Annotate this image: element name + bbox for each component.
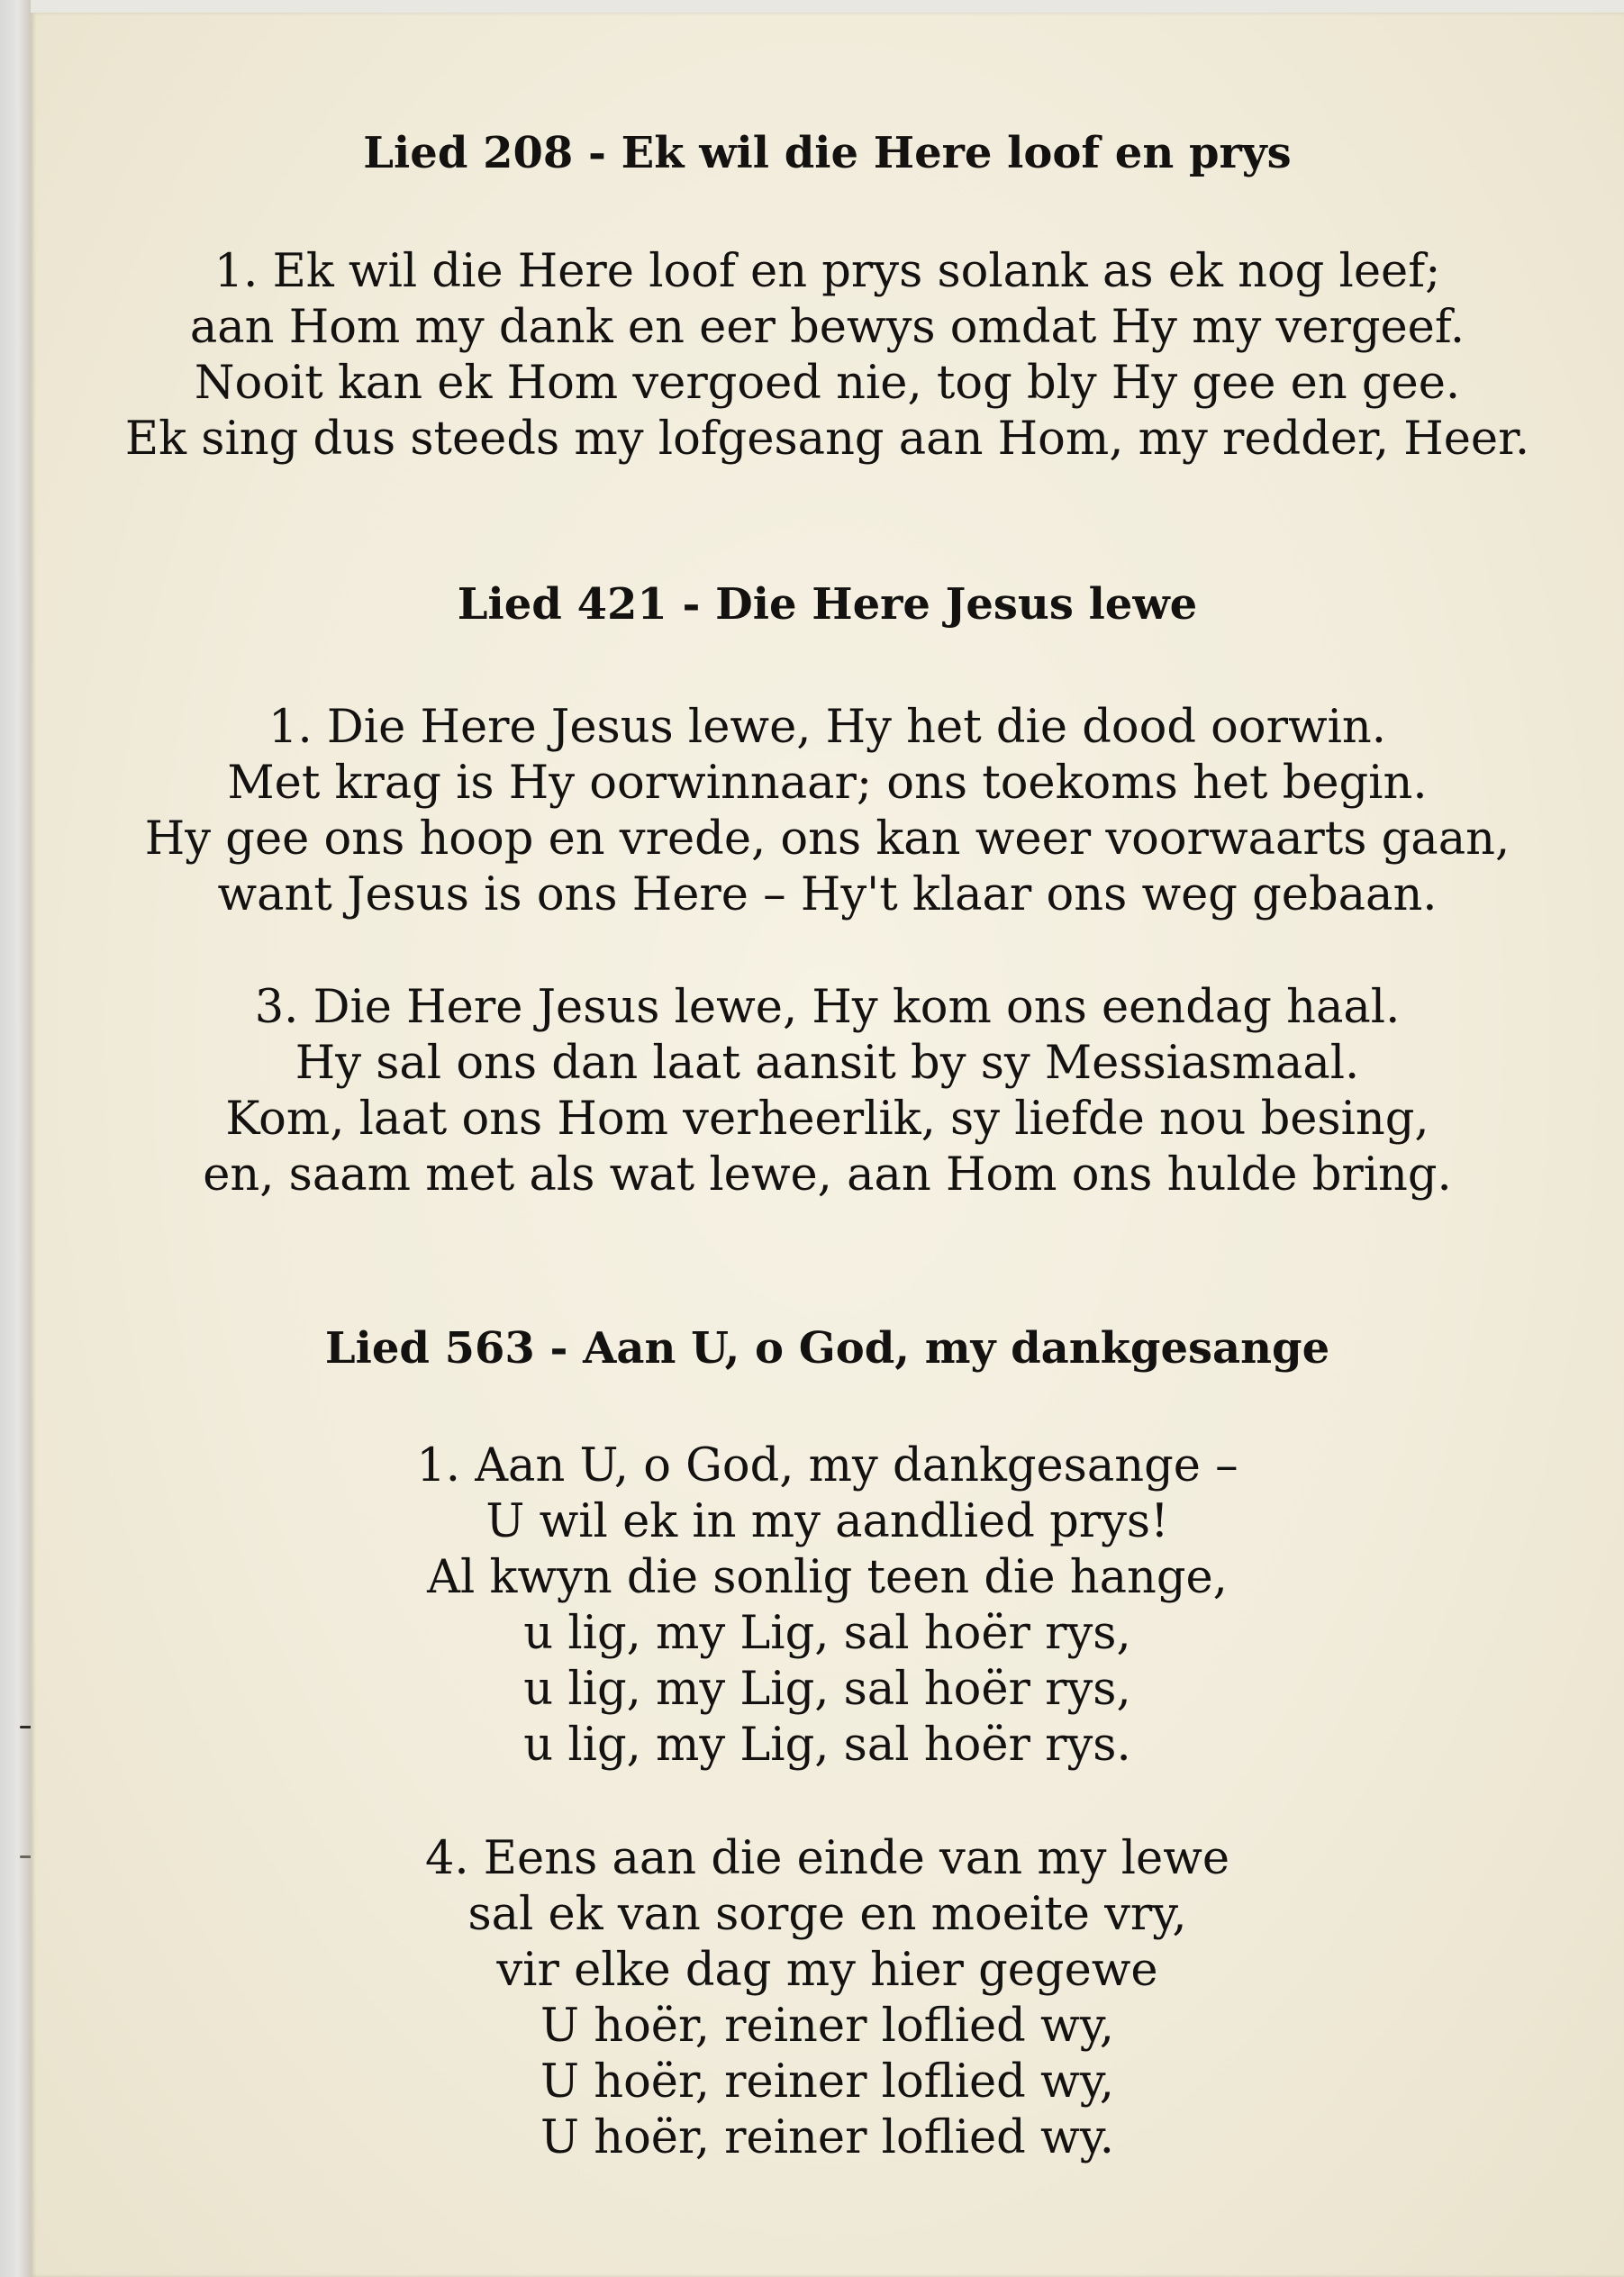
verse-line: U hoër, reiner loflied wy, xyxy=(540,2000,1114,2053)
hymn-lied-208 xyxy=(31,126,1624,180)
hymn-verse xyxy=(31,700,1624,923)
hymn-lied-563 xyxy=(31,1321,1624,1375)
verse-line: u lig, my Lig, sal hoër rys, xyxy=(523,1607,1131,1660)
verse-line: u lig, my Lig, sal hoër rys, xyxy=(523,1663,1131,1716)
verse-line: Hy gee ons hoop en vrede, ons kan weer voorwaarts gaan, xyxy=(144,812,1511,866)
verse-line: want Jesus is ons Here – Hy't klaar ons weg gebaan. xyxy=(217,868,1438,921)
verse-line: U hoër, reiner loflied wy, xyxy=(540,2055,1114,2109)
hymn-lied-421 xyxy=(31,577,1624,631)
verse-line: Met krag is Hy oorwinnaar; ons toekoms het begin. xyxy=(227,757,1428,810)
verse-line: aan Hom my dank en eer bewys omdat Hy my vergeef. xyxy=(189,301,1465,354)
verse-line: u lig, my Lig, sal hoër rys. xyxy=(523,1719,1131,1772)
verse-line: 4. Eens aan die einde van my lewe xyxy=(424,1832,1230,1885)
verse-line: Al kwyn die sonlig teen die hange, xyxy=(427,1551,1228,1604)
verse-line: 1. Ek wil die Here loof en prys solank as ek nog leef; xyxy=(213,245,1441,298)
verse-line: Hy sal ons dan laat aansit by sy Messiasmaal. xyxy=(295,1037,1360,1090)
verse-line: U hoër, reiner loflied wy. xyxy=(540,2111,1114,2164)
hymn-title: Lied 208 - Ek wil die Here loof en prys xyxy=(363,128,1292,178)
hymn-verse xyxy=(31,244,1624,467)
verse-line: sal ek van sorge en moeite vry, xyxy=(467,1888,1187,1941)
verse-line: vir elke dag my hier gegewe xyxy=(496,1944,1158,1997)
hymn-verse xyxy=(31,1438,1624,1774)
verse-line: U wil ek in my aandlied prys! xyxy=(485,1495,1169,1548)
scan-left-edge xyxy=(0,0,31,2277)
hymn-title: Lied 563 - Aan U, o God, my dankgesange xyxy=(324,1323,1330,1374)
verse-line: Ek sing dus steeds my lofgesang aan Hom, my redder, Heer. xyxy=(124,413,1530,466)
verse-line: 1. Aan U, o God, my dankgesange – xyxy=(416,1439,1238,1492)
hymn-verse xyxy=(31,1831,1624,2166)
verse-line: 1. Die Here Jesus lewe, Hy het die dood oorwin. xyxy=(268,701,1386,754)
hymn-sheet-page xyxy=(31,13,1624,2277)
verse-line: en, saam met als wat lewe, aan Hom ons hulde bring. xyxy=(203,1148,1452,1202)
verse-line: Kom, laat ons Hom verheerlik, sy liefde nou besing, xyxy=(225,1093,1429,1146)
hymn-verse xyxy=(31,980,1624,1203)
verse-line: Nooit kan ek Hom vergoed nie, tog bly Hy gee en gee. xyxy=(194,357,1461,410)
verse-line: 3. Die Here Jesus lewe, Hy kom ons eendag haal. xyxy=(254,981,1401,1034)
hymn-title: Lied 421 - Die Here Jesus lewe xyxy=(457,579,1198,630)
